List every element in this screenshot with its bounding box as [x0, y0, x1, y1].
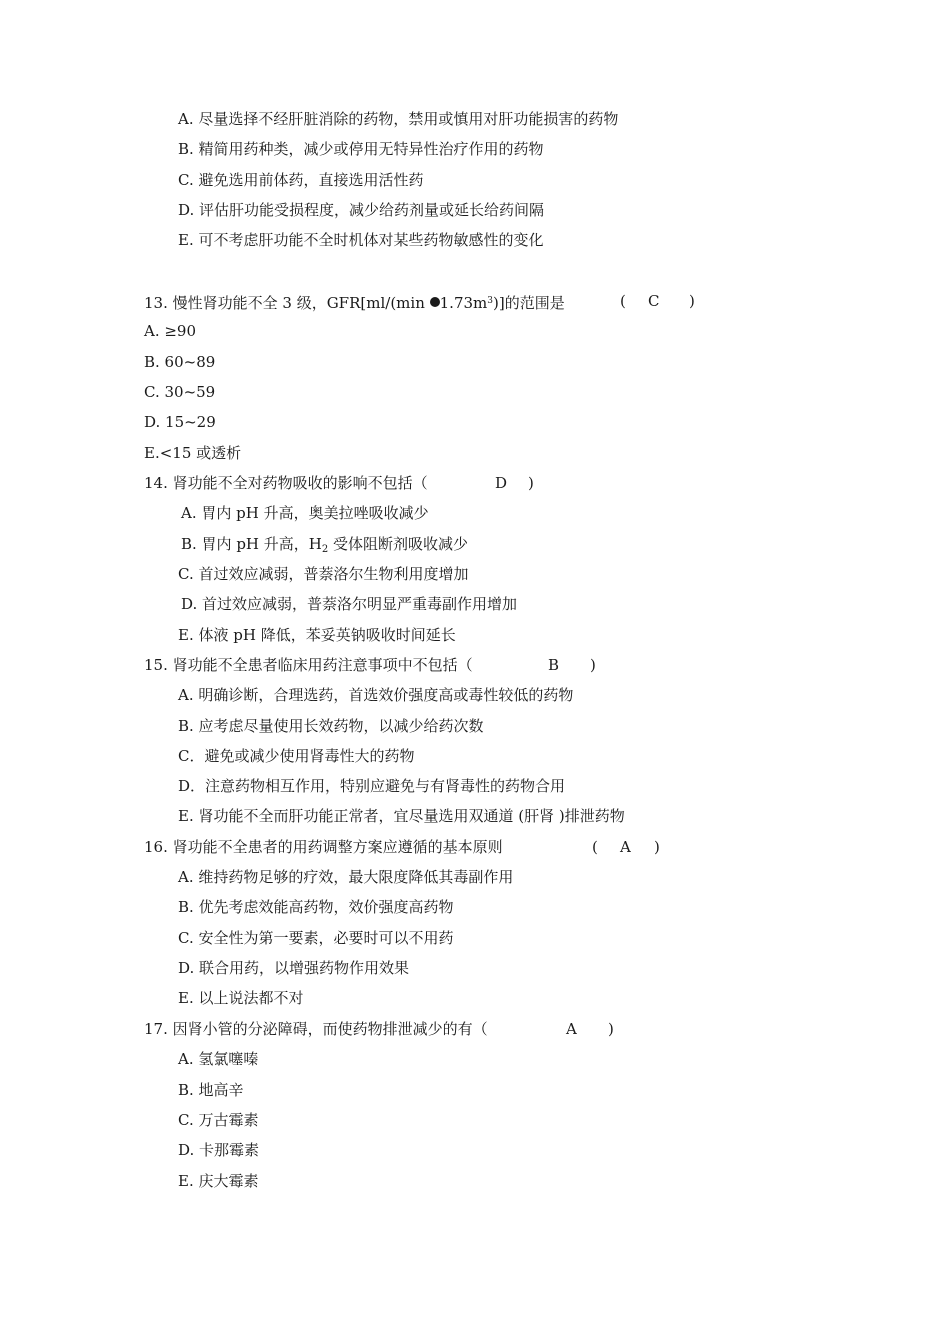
q16-stem: 16. 肾功能不全患者的用药调整方案应遵循的基本原则: [144, 838, 503, 856]
q17-paren-close: ): [608, 1020, 614, 1038]
q17-stem: 17. 因肾小管的分泌障碍，而使药物排泄减少的有（: [144, 1020, 488, 1038]
q17-option-d: D. 卡那霉素: [178, 1141, 260, 1159]
q13-stem-post: )]的范围是: [493, 294, 565, 312]
q14-option-d: D. 首过效应减弱，普萘洛尔明显严重毒副作用增加: [181, 595, 518, 613]
q16-answer: A: [620, 838, 631, 856]
q15-option-a: A. 明确诊断，合理选药，首选效价强度高或毒性较低的药物: [178, 686, 574, 704]
q14-stem: 14. 肾功能不全对药物吸收的影响不包括（: [144, 474, 428, 492]
q16-option-a: A. 维持药物足够的疗效，最大限度降低其毒副作用: [178, 868, 514, 886]
q16-paren-close: ): [654, 838, 660, 856]
q13-option-b: B. 60~89: [144, 353, 216, 371]
q14-option-b-pre: B. 胃内 pH 升高，H: [181, 535, 322, 553]
q17-answer: A: [566, 1020, 577, 1038]
q17-option-b: B. 地高辛: [178, 1081, 244, 1099]
q13-stem-mid: 1.73m: [439, 294, 488, 312]
q14-option-e: E. 体液 pH 降低，苯妥英钠吸收时间延长: [178, 626, 456, 644]
q13-paren-open: (: [620, 292, 626, 310]
q13-stem: [144, 291, 565, 311]
q16-option-e: E. 以上说法都不对: [178, 989, 304, 1007]
q15-option-e: E. 肾功能不全而肝功能正常者，宜尽量选用双通道 (肝肾 )排泄药物: [178, 807, 625, 825]
q14-option-b: [181, 534, 468, 554]
q14-option-b-sub: 2: [321, 544, 329, 555]
q13-option-e: E.<15 或透析: [144, 444, 242, 462]
q17-option-c: C. 万古霉素: [178, 1111, 259, 1129]
bullet-dot-icon: [430, 297, 440, 307]
q12-option-d: D. 评估肝功能受损程度，减少给药剂量或延长给药间隔: [178, 201, 545, 219]
q13-paren-close: ): [689, 292, 695, 310]
q15-answer: B: [548, 656, 560, 674]
q15-option-c: C．避免或减少使用肾毒性大的药物: [178, 747, 415, 765]
q13-option-d: D. 15~29: [144, 413, 216, 431]
q13-stem-exp: 3: [487, 296, 493, 306]
q13-stem-pre: 13. 慢性肾功能不全 3 级，GFR[ml/(min: [144, 294, 425, 312]
q12-option-c: C. 避免选用前体药，直接选用活性药: [178, 171, 424, 189]
q14-paren-close: ): [528, 474, 534, 492]
q13-option-c: C. 30~59: [144, 383, 216, 401]
q14-option-a: A. 胃内 pH 升高，奥美拉唑吸收减少: [181, 504, 429, 522]
q16-paren-open: (: [592, 838, 598, 856]
q12-option-e: E. 可不考虑肝功能不全时机体对某些药物敏感性的变化: [178, 231, 544, 249]
q15-paren-close: ): [590, 656, 596, 674]
q16-option-d: D. 联合用药，以增强药物作用效果: [178, 959, 410, 977]
q14-option-b-post: 受体阻断剂吸收减少: [328, 535, 469, 553]
q14-answer: D: [495, 474, 508, 492]
q16-option-c: C. 安全性为第一要素，必要时可以不用药: [178, 929, 454, 947]
q17-option-e: E. 庆大霉素: [178, 1172, 259, 1190]
q16-option-b: B. 优先考虑效能高药物，效价强度高药物: [178, 898, 454, 916]
q12-option-a: A. 尽量选择不经肝脏消除的药物，禁用或慎用对肝功能损害的药物: [178, 110, 619, 128]
q17-option-a: A. 氢氯噻嗪: [178, 1050, 259, 1068]
q15-option-d: D．注意药物相互作用，特别应避免与有肾毒性的药物合用: [178, 777, 566, 795]
q13-option-a: A. ≥90: [144, 322, 197, 340]
q14-option-c: C. 首过效应减弱，普萘洛尔生物利用度增加: [178, 565, 469, 583]
q13-answer: C: [648, 292, 660, 310]
q15-option-b: B. 应考虑尽量使用长效药物，以减少给药次数: [178, 717, 484, 735]
q15-stem: 15. 肾功能不全患者临床用药注意事项中不包括（: [144, 656, 473, 674]
q12-option-b: B. 精简用药种类，减少或停用无特异性治疗作用的药物: [178, 140, 544, 158]
